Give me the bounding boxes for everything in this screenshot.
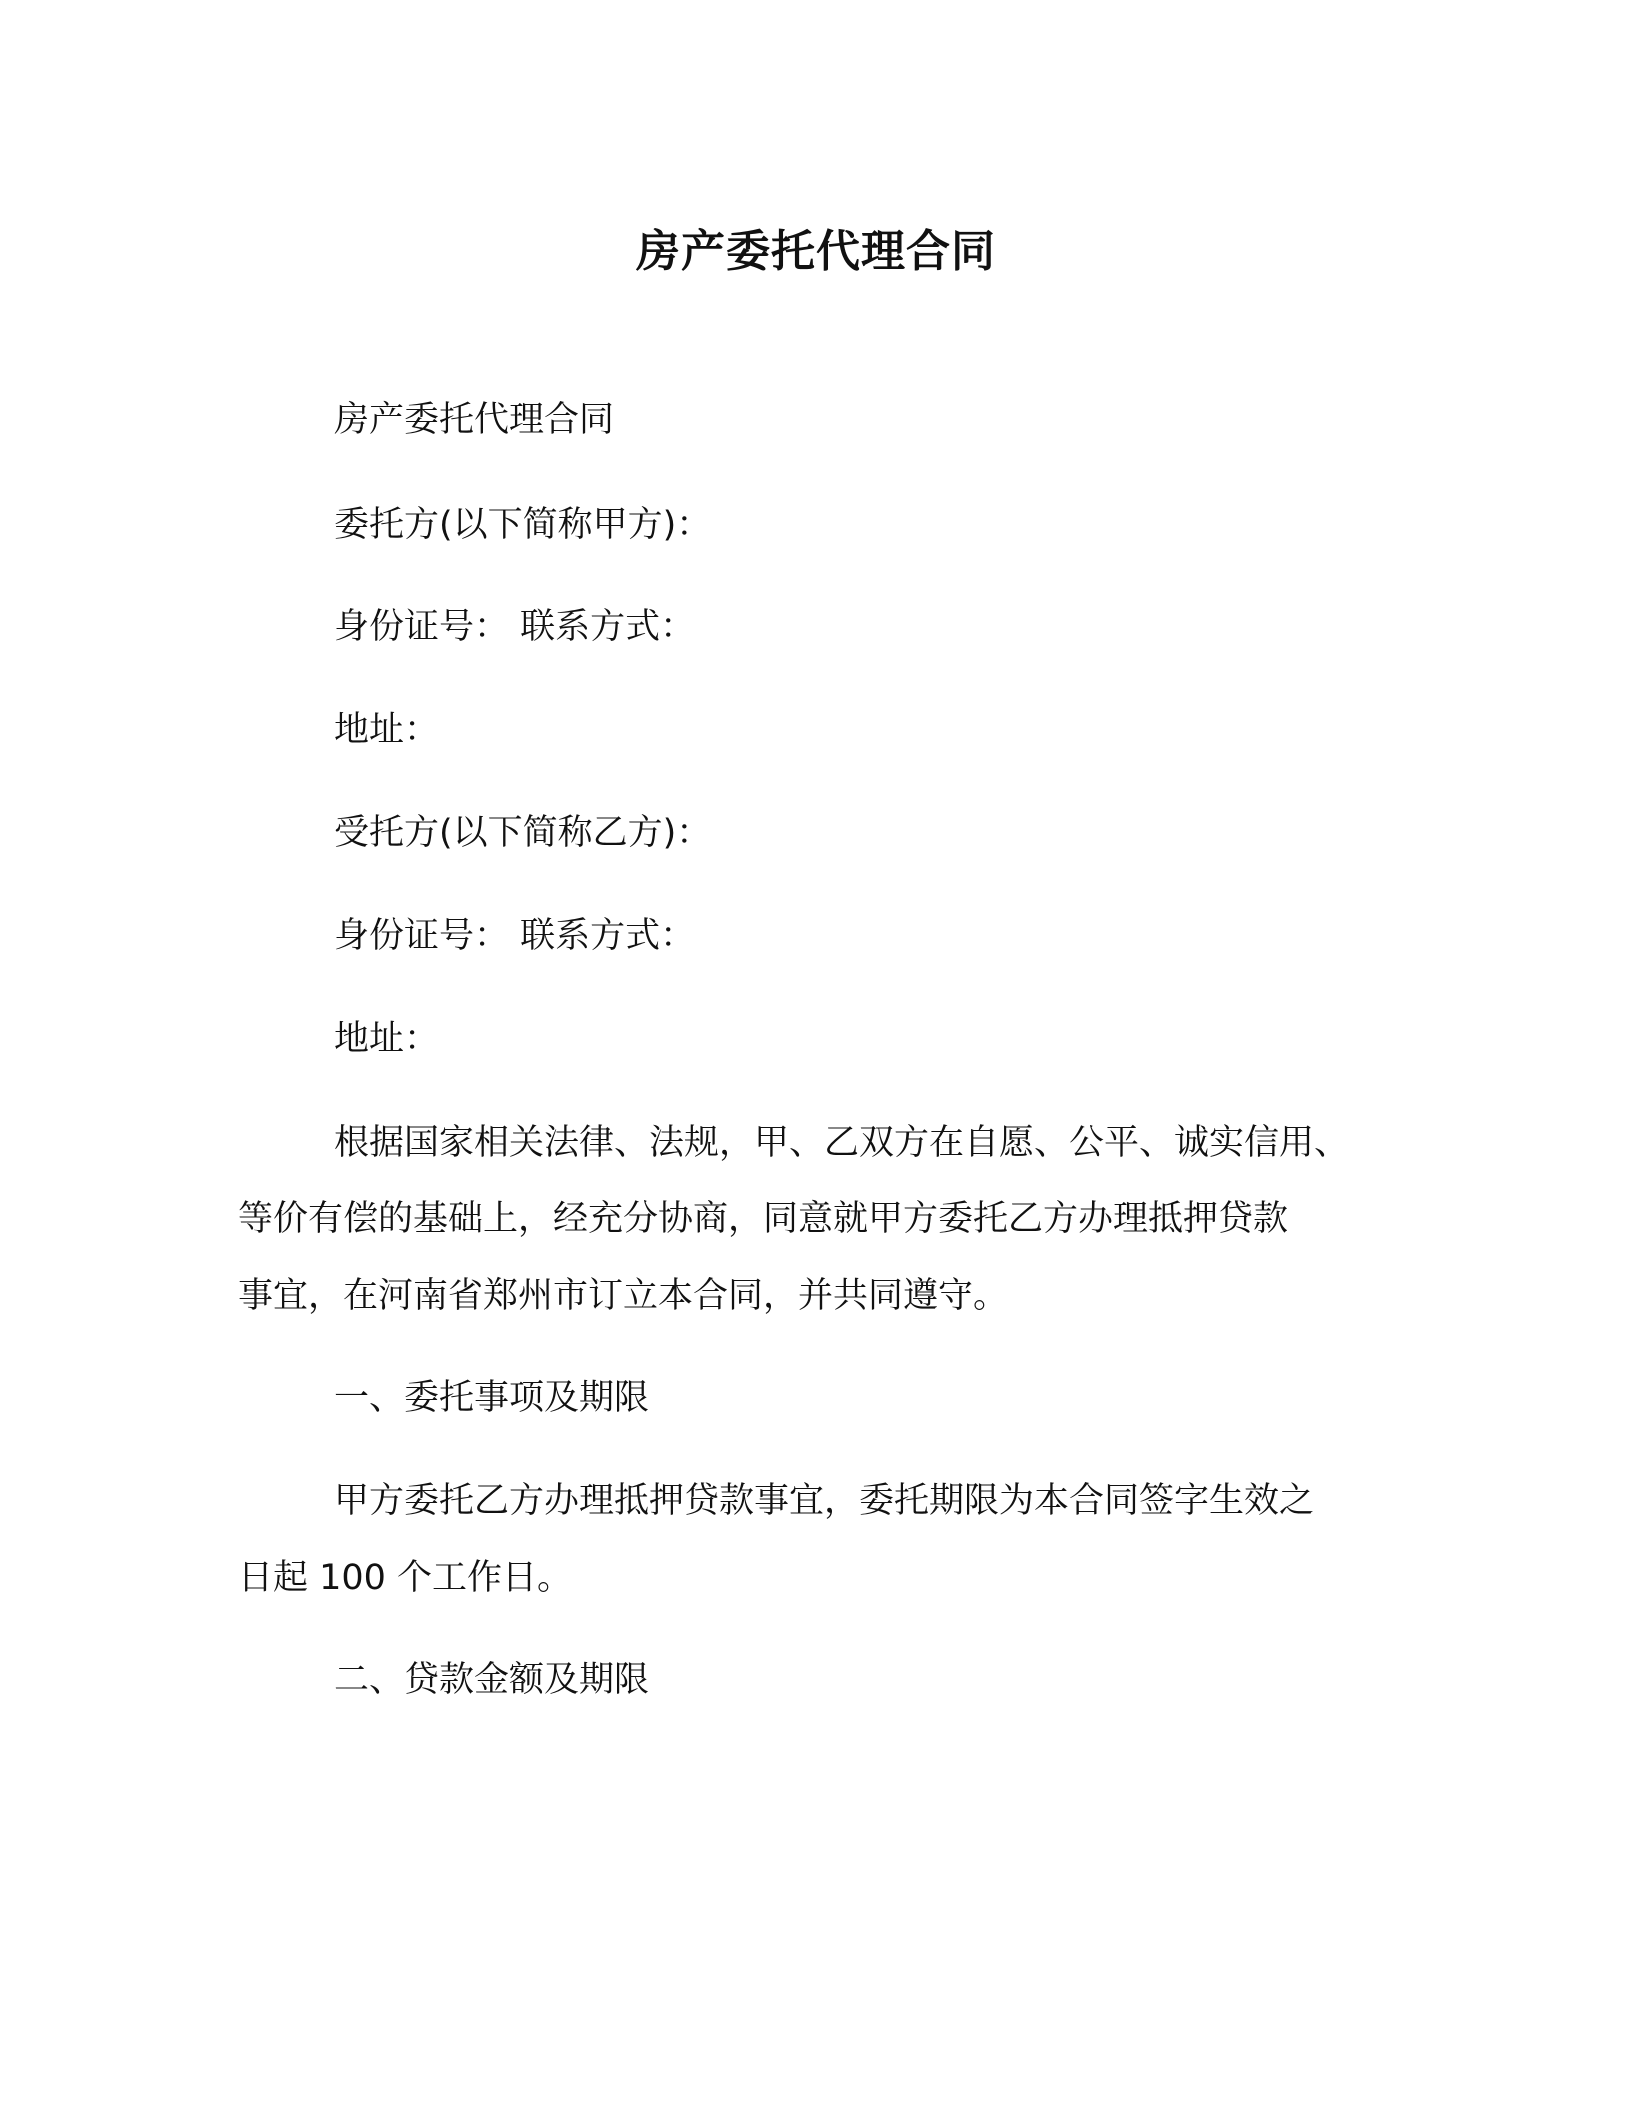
section-1-body-line-2: 日起 100 个工作日。	[238, 1558, 573, 1598]
agent-party-line: 受托方(以下简称乙方)：	[334, 813, 712, 853]
preamble-line-1: 根据国家相关法律、法规，甲、乙双方在自愿、公平、诚实信用、	[334, 1123, 1350, 1163]
section-1-body-line-1: 甲方委托乙方办理抵押贷款事宜，委托期限为本合同签字生效之	[334, 1481, 1315, 1521]
section-2-heading: 二、贷款金额及期限	[334, 1660, 650, 1700]
preamble-line-3: 事宜，在河南省郑州市订立本合同，并共同遵守。	[238, 1276, 1009, 1316]
principal-party-line: 委托方(以下简称甲方)：	[334, 505, 712, 545]
contract-name-line: 房产委托代理合同	[334, 400, 615, 440]
principal-address-line: 地址：	[334, 710, 440, 750]
section-1-heading: 一、委托事项及期限	[334, 1378, 650, 1418]
preamble-line-2: 等价有偿的基础上，经充分协商，同意就甲方委托乙方办理抵押贷款	[238, 1199, 1289, 1239]
document-title: 房产委托代理合同	[636, 226, 996, 277]
agent-address-line: 地址：	[334, 1019, 440, 1059]
principal-id-contact-line: 身份证号： 联系方式：	[334, 607, 696, 647]
agent-id-contact-line: 身份证号： 联系方式：	[334, 916, 696, 956]
